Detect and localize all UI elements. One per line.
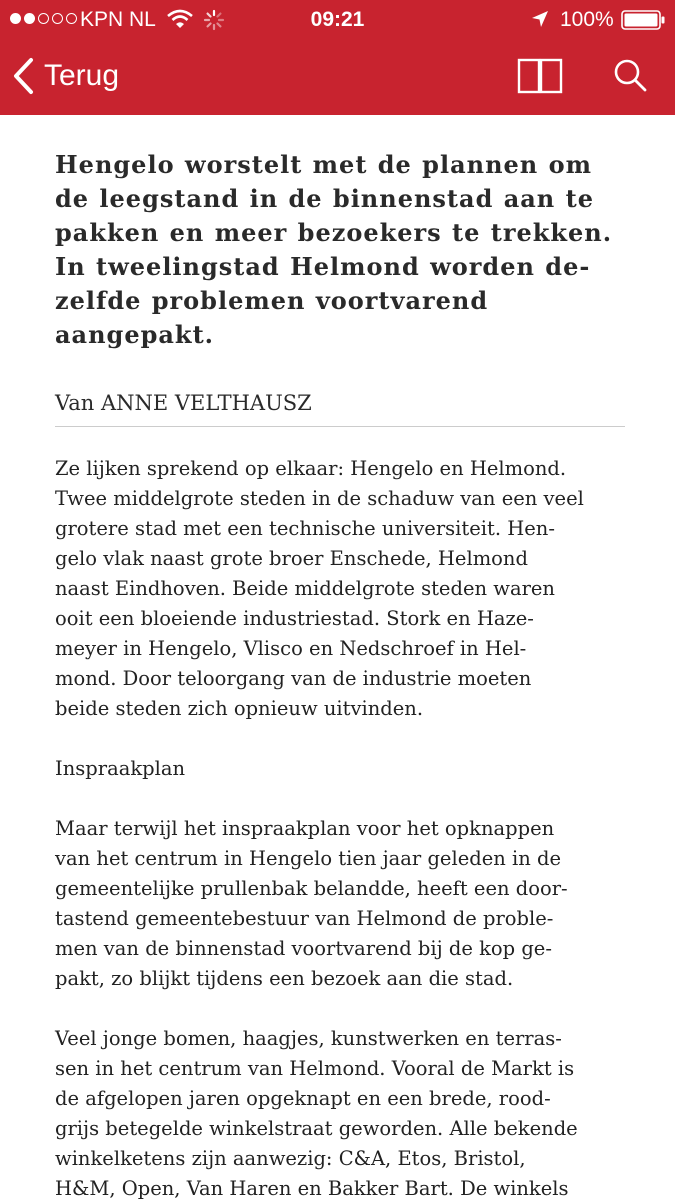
location-arrow-icon xyxy=(531,10,549,28)
text-line: winkelketens zijn aanwezig: C&A, Etos, Bristol, xyxy=(55,1147,526,1170)
text-line: sen in het centrum van Helmond. Vooral de Markt is xyxy=(55,1057,575,1080)
text-line: men van de binnenstad voortvarend bij de kop ge- xyxy=(55,937,552,960)
text-line: mond. Door teloorgang van de industrie moeten xyxy=(55,667,532,690)
text-line: pakken en meer bezoekers te trekken. xyxy=(55,218,613,247)
carrier-name: KPN NL xyxy=(80,8,156,31)
article-paragraph xyxy=(55,454,625,724)
section-subheading: Inspraakplan xyxy=(55,757,186,780)
article-paragraph xyxy=(55,1024,625,1200)
back-button[interactable] xyxy=(12,56,119,96)
article xyxy=(55,148,625,1200)
text-line: pakt, zo blijkt tijdens een bezoek aan die stad. xyxy=(55,967,514,990)
text-line: tastend gemeentebestuur van Helmond de proble- xyxy=(55,907,554,930)
navigation-bar xyxy=(0,40,675,115)
text-line: aangepakt. xyxy=(55,320,215,349)
text-line: grijs betegelde winkelstraat geworden. Alle bekende xyxy=(55,1117,578,1140)
text-line: Ze lijken sprekend op elkaar: Hengelo en Helmond. xyxy=(55,457,567,480)
text-line: grotere stad met een technische universiteit. Hen- xyxy=(55,517,555,540)
reading-view-button[interactable] xyxy=(516,56,564,96)
book-icon xyxy=(516,56,564,96)
back-label: Terug xyxy=(44,59,120,92)
text-line: de leegstand in de binnenstad aan te xyxy=(55,184,594,213)
text-line: zelfde problemen voortvarend xyxy=(55,286,489,315)
text-line: gelo vlak naast grote broer Enschede, Helmond xyxy=(55,547,528,570)
text-line: van het centrum in Hengelo tien jaar geleden in de xyxy=(55,847,562,870)
text-line: meyer in Hengelo, Vlisco en Nedschroef in Hel- xyxy=(55,637,527,660)
search-button[interactable] xyxy=(610,56,652,98)
search-icon xyxy=(610,56,652,98)
article-paragraph xyxy=(55,814,625,994)
text-line: Maar terwijl het inspraakplan voor het opknappen xyxy=(55,817,555,840)
text-line: H&M, Open, Van Haren en Bakker Bart. De winkels xyxy=(55,1177,569,1200)
battery-percentage: 100% xyxy=(560,8,614,31)
text-line: naast Eindhoven. Beide middelgrote steden waren xyxy=(55,577,555,600)
article-lead xyxy=(55,148,625,352)
byline: Van ANNE VELTHAUSZ xyxy=(55,388,625,427)
battery-icon xyxy=(621,10,665,30)
text-line: beide steden zich opnieuw uitvinden. xyxy=(55,697,424,720)
status-bar xyxy=(0,0,675,40)
back-chevron-icon xyxy=(12,57,34,95)
clock: 09:21 xyxy=(310,8,365,31)
text-line: Twee middelgrote steden in de schaduw van een veel xyxy=(55,487,584,510)
text-line: de afgelopen jaren opgeknapt en een brede, rood- xyxy=(55,1087,551,1110)
text-line: Veel jonge bomen, haagjes, kunstwerken en terras- xyxy=(55,1027,562,1050)
text-line: ooit een bloeiende industriestad. Stork en Haze- xyxy=(55,607,534,630)
text-line: gemeentelijke prullenbak belandde, heeft een door- xyxy=(55,877,568,900)
text-line: In tweelingstad Helmond worden de- xyxy=(55,252,591,281)
text-line: Hengelo worstelt met de plannen om xyxy=(55,150,592,179)
